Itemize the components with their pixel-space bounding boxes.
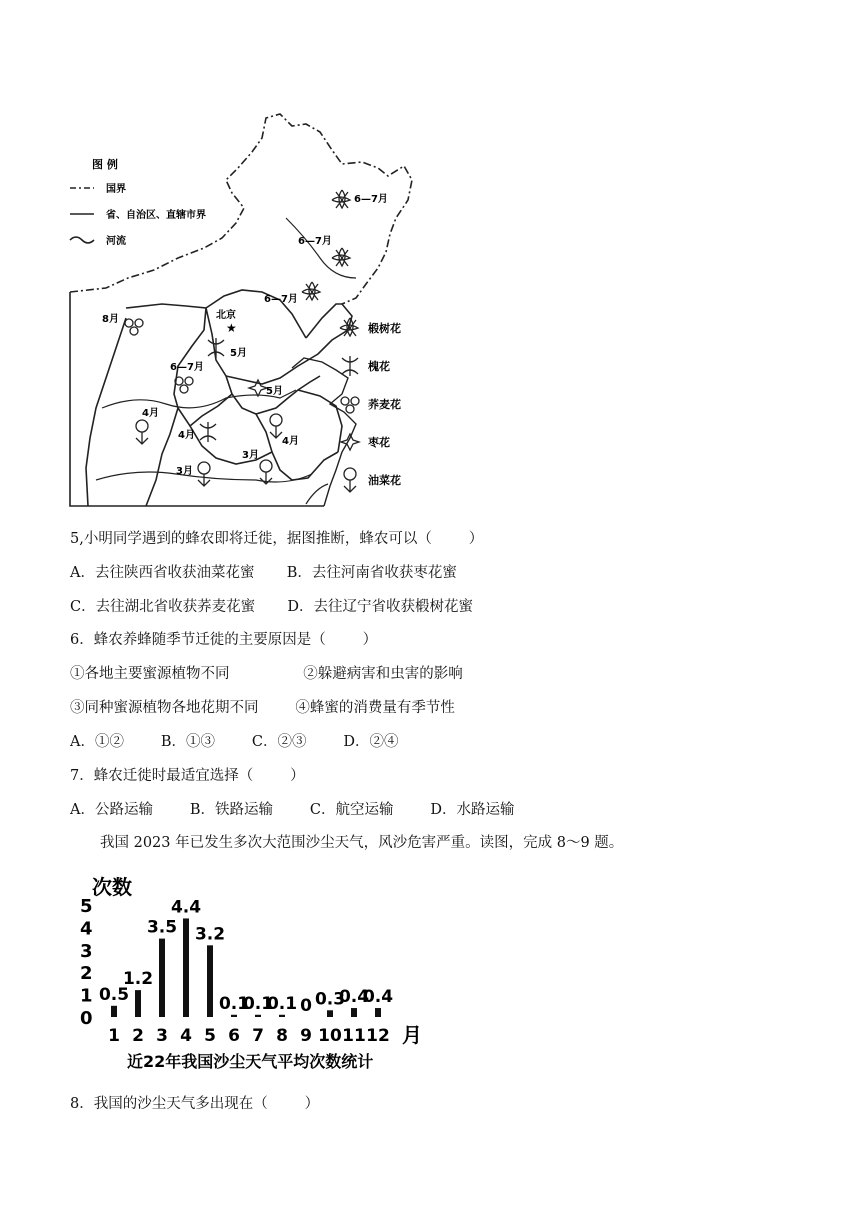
question-6-statements-34: ③同种蜜源植物各地花期不同 ④蜂蜜的消费量有季节性 (70, 700, 455, 716)
national-border (70, 114, 412, 304)
month-label: 6—7月 (298, 236, 332, 247)
question-6: 6．蜂农养蜂随季节迁徙的主要原因是（ ） (70, 632, 378, 648)
month-label: 6—7月 (264, 294, 298, 305)
bar-value-label: 0.3 (314, 989, 346, 1010)
buckwheat-flower-icon (341, 397, 359, 413)
y-tick-label: 3 (80, 940, 93, 962)
coastline (292, 358, 356, 506)
legend-river: 河流 (106, 236, 126, 247)
x-tick-label: 9 (300, 1026, 312, 1046)
rape-flower-icon (260, 460, 272, 484)
x-tick-label: 5 (204, 1026, 216, 1046)
legend-national-border: 国界 (106, 184, 126, 195)
rape-flower-icon (344, 468, 356, 492)
bar-value-label: 0.1 (266, 993, 298, 1014)
bar-value-label: 0.1 (242, 993, 274, 1014)
y-tick-label: 4 (80, 918, 93, 940)
month-label: 4月 (178, 430, 195, 441)
bar (135, 990, 141, 1017)
month-label: 6—7月 (354, 194, 388, 205)
bar-value-label: 0.4 (338, 987, 370, 1008)
linden-flower-icon (332, 190, 350, 208)
rape-flower-icon (136, 420, 148, 444)
locust-flower-icon (342, 356, 358, 376)
flower-legend-linden: 椴树花 (368, 322, 401, 335)
flower-legend-buckwheat: 荞麦花 (368, 398, 401, 411)
month-label: 8月 (102, 314, 119, 325)
buckwheat-flower-icon (175, 377, 193, 393)
question-8: 8．我国的沙尘天气多出现在（ ） (70, 1096, 320, 1112)
linden-flower-icon (302, 282, 320, 300)
x-tick-label: 2 (132, 1026, 144, 1046)
buckwheat-flower-icon (125, 319, 143, 335)
month-label: 5月 (266, 386, 283, 397)
x-tick-label: 6 (228, 1026, 240, 1046)
question-5-options-ab: A．去往陕西省收获油菜花蜜 B．去往河南省收获枣花蜜 (70, 565, 457, 581)
x-tick-label: 8 (276, 1026, 288, 1046)
capital-star-icon: ★ (226, 321, 237, 335)
x-tick-label: 3 (156, 1026, 168, 1046)
bar (159, 939, 165, 1017)
month-label: 4月 (142, 408, 159, 419)
bar (183, 918, 189, 1017)
month-label: 3月 (242, 450, 259, 461)
bar (375, 1008, 381, 1017)
question-7: 7．蜂农迁徙时最适宜选择（ ） (70, 768, 305, 784)
bar (351, 1008, 357, 1017)
month-label: 5月 (230, 348, 247, 359)
bar-value-label: 1.2 (122, 969, 154, 990)
month-label: 4月 (282, 436, 299, 447)
bar (279, 1015, 285, 1017)
chart-title: 近22年我国沙尘天气平均次数统计 (127, 1052, 374, 1071)
x-tick-label: 4 (180, 1026, 192, 1046)
bar (231, 1015, 237, 1017)
locust-flower-icon (200, 422, 216, 442)
legend-title: 图 例 (92, 158, 118, 171)
flower-legend-rape: 油菜花 (368, 474, 401, 487)
question-6-options: A．①② B．①③ C．②③ D．②④ (70, 734, 399, 750)
y-tick-label: 2 (80, 963, 93, 985)
x-tick-label: 7 (252, 1026, 264, 1046)
x-axis-label: 月 (402, 1023, 422, 1047)
question-7-options: A．公路运输 B．铁路运输 C．航空运输 D．水路运输 (70, 802, 515, 818)
linden-flower-icon (332, 248, 350, 266)
bar (111, 1006, 117, 1017)
x-tick-label: 10 (318, 1026, 342, 1046)
x-tick-label: 1 (108, 1026, 120, 1046)
bar-value-label: 0.1 (218, 993, 250, 1014)
capital-label: 北京 (216, 310, 236, 321)
month-label: 6—7月 (170, 362, 204, 373)
x-tick-label: 12 (366, 1026, 390, 1046)
y-axis-label: 次数 (92, 875, 132, 899)
bar (255, 1015, 261, 1017)
question-5-options-cd: C．去往湖北省收获荞麦花蜜 D．去往辽宁省收获椴树花蜜 (70, 599, 473, 615)
legend-province-border: 省、自治区、直辖市界 (106, 210, 206, 221)
x-tick-label: 11 (342, 1026, 366, 1046)
question-5: 5,小明同学遇到的蜂农即将迁徙，据图推断，蜂农可以（ ） (70, 531, 484, 547)
flower-legend-jujube: 枣花 (368, 436, 390, 449)
section-intro: 我国 2023 年已发生多次大范围沙尘天气，风沙危害严重。读图，完成 8～9 题。 (100, 835, 624, 851)
bar (327, 1010, 333, 1017)
rape-flower-icon (270, 414, 282, 438)
bar-value-label: 0.5 (98, 984, 130, 1005)
locust-flower-icon (208, 338, 224, 358)
bar-value-label: 3.5 (146, 917, 178, 938)
bar-value-label: 0 (300, 996, 312, 1016)
dust-weather-bar-chart (72, 872, 432, 1072)
rape-flower-icon (198, 462, 210, 486)
y-tick-label: 1 (80, 985, 93, 1007)
bar (207, 945, 213, 1017)
bar-value-label: 3.2 (194, 924, 226, 945)
month-label: 3月 (176, 466, 193, 477)
bar-value-label: 4.4 (170, 897, 202, 918)
bar-value-label: 0.4 (362, 987, 394, 1008)
y-tick-label: 5 (80, 896, 93, 917)
bee-flower-map (66, 108, 422, 508)
y-tick-label: 0 (80, 1008, 93, 1029)
question-6-statements-12: ①各地主要蜜源植物不同 ②躲避病害和虫害的影响 (70, 666, 463, 682)
flower-legend-locust: 槐花 (368, 360, 390, 373)
